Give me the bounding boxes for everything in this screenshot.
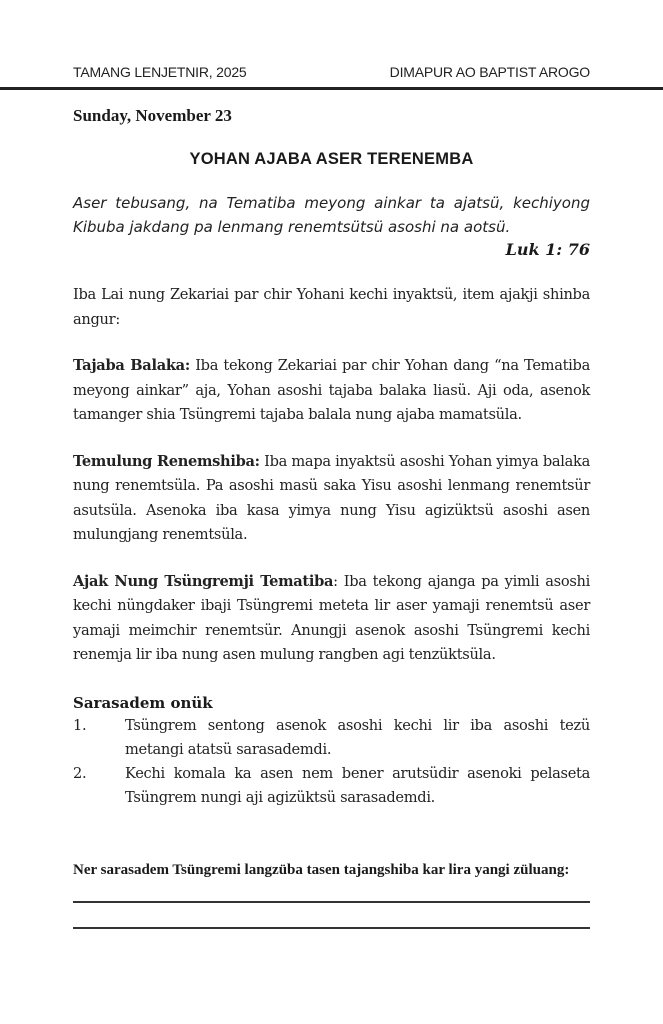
prayer-item-number: 1. xyxy=(73,716,87,734)
prayer-list xyxy=(73,714,590,810)
devotion-date: Sunday, November 23 xyxy=(73,106,232,125)
verse-reference: Luk 1: 76 xyxy=(505,240,590,259)
intro-paragraph: Iba Lai nung Zekariai par chir Yohani kechi inyaktsü, item ajakji shinba angur: xyxy=(73,286,590,328)
key-verse: Aser tebusang, na Tematiba meyong ainkar ta ajatsü, kechiyong Kibuba jakdang pa lenmang renemtsütsü asoshi na aotsü. xyxy=(73,194,590,236)
answer-line xyxy=(73,927,590,929)
section-body: Iba mapa inyaktsü asoshi Yohan yimya balaka nung renemtsüla. Pa asoshi masü saka Yisu asoshi lenmang renemtsür asutsüla. Asenoka iba kasa yimya nung Yisu agizüktsü asoshi asen mulungjang renemtsüla. xyxy=(73,452,590,543)
prayer-item-text: Kechi komala ka asen nem bener arutsüdir asenoki pelaseta Tsüngrem nungi aji agizüktsü sarasademdi. xyxy=(125,764,590,806)
prayer-item xyxy=(73,762,590,810)
section-heading: Ajak Nung Tsüngremji Tematiba xyxy=(73,572,334,590)
page-content xyxy=(73,106,590,929)
running-head-right: DIMAPUR AO BAPTIST AROGO xyxy=(389,64,590,80)
section-body: Iba tekong Zekariai par chir Yohan dang “na Tematiba meyong ainkar” aja, Yohan asoshi tajaba balaka liasü. Aji oda, asenok tamanger shia Tsüngremi tajaba balala nung ajaba mamatsüla. xyxy=(73,357,590,423)
header-rule xyxy=(0,87,663,90)
prayer-item-text: Tsüngrem sentong asenok asoshi kechi lir iba asoshi tezü metangi atatsü sarasademdi. xyxy=(125,716,590,758)
prayer-heading: Sarasadem onük xyxy=(73,693,213,712)
section-heading: Tajaba Balaka: xyxy=(73,357,190,374)
devotion-title: YOHAN AJABA ASER TERENEMBA xyxy=(189,150,474,168)
section-paragraph xyxy=(73,450,590,548)
prayer-item-number: 2. xyxy=(73,764,87,782)
running-head xyxy=(73,64,590,80)
section-paragraph xyxy=(73,570,590,668)
answer-line xyxy=(73,901,590,903)
running-head-left: TAMANG LENJETNIR, 2025 xyxy=(73,64,247,80)
prayer-item xyxy=(73,714,590,762)
reflection-prompt: Ner sarasadem Tsüngremi langzüba tasen tajangshiba kar lira yangi züluang: xyxy=(73,861,570,878)
section-paragraph xyxy=(73,354,590,428)
section-body: : Iba tekong ajanga pa yimli asoshi kechi nüngdaker ibaji Tsüngremi meteta lir aser yamaji renemtsü aser yamaji meimchir renemtsür. Anungji asenok asoshi Tsüngremi kechi renemja lir iba nung asen mulung rangben agi tenzüktsüla. xyxy=(73,572,590,663)
section-heading: Temulung Renemshiba: xyxy=(73,452,260,470)
